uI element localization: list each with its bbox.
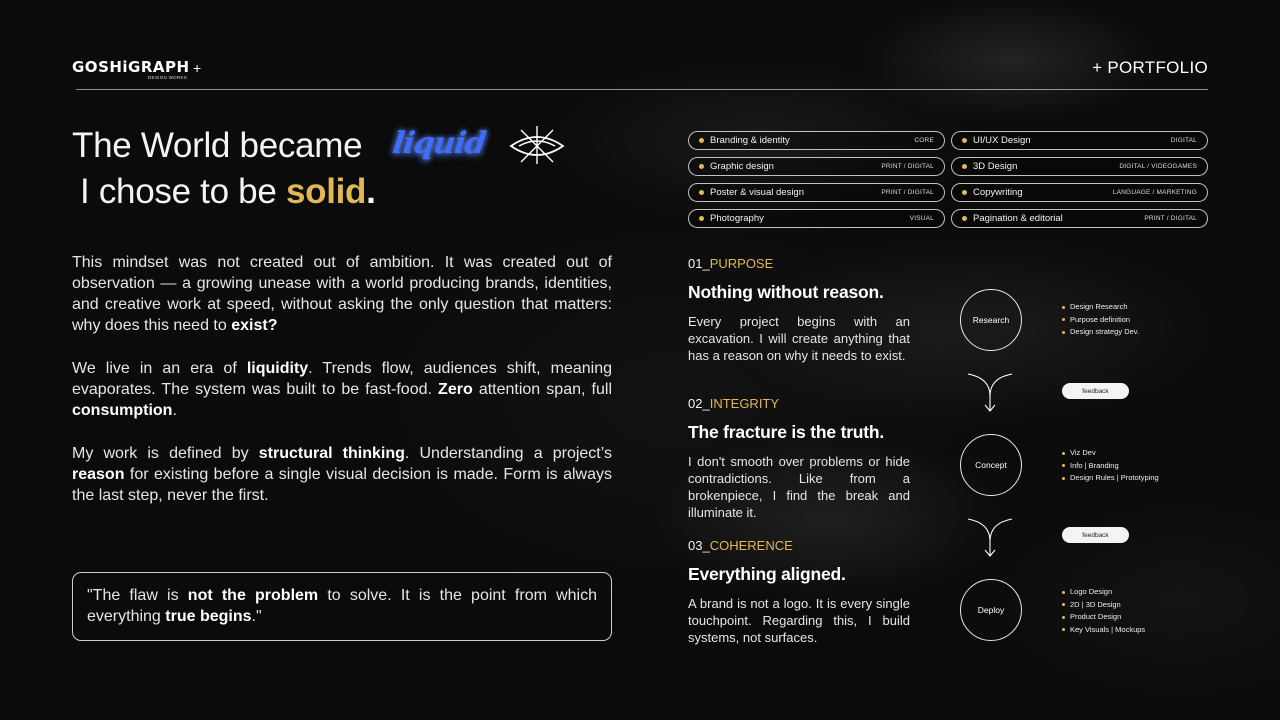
service-name: Branding & identity xyxy=(710,135,790,146)
process-node-concept: Concept xyxy=(960,434,1022,496)
list-item: Design Research xyxy=(1062,301,1139,314)
service-tag-photography[interactable] xyxy=(688,209,945,228)
text: We live in an era of xyxy=(72,360,247,377)
structural-paragraph xyxy=(72,443,612,506)
principle-label: PURPOSE xyxy=(709,256,774,271)
list-item: Design strategy Dev. xyxy=(1062,326,1139,339)
service-category: DIGITAL xyxy=(1170,137,1197,144)
service-tag-graphic[interactable] xyxy=(688,157,945,176)
emphasis: structural thinking xyxy=(258,445,405,462)
bullet-dot xyxy=(699,216,704,221)
text: attention span, full xyxy=(472,381,613,398)
deploy-list xyxy=(1062,586,1145,636)
list-item: Design Rules | Prototyping xyxy=(1062,472,1159,485)
emphasis: reason xyxy=(72,466,125,483)
bullet-dot xyxy=(699,190,704,195)
emphasis: true begins xyxy=(165,608,252,625)
service-category: PRINT / DIGITAL xyxy=(1144,215,1197,222)
service-tag-pagination[interactable] xyxy=(951,209,1208,228)
quote-box xyxy=(72,572,612,641)
text: . xyxy=(172,402,177,419)
service-tag-3d[interactable] xyxy=(951,157,1208,176)
research-list xyxy=(1062,301,1139,339)
concept-list xyxy=(1062,447,1159,485)
list-item: Logo Design xyxy=(1062,586,1145,599)
merge-arrow-icon xyxy=(966,517,1016,559)
bullet-dot xyxy=(962,138,967,143)
principle-number xyxy=(688,396,779,411)
list-item: Key Visuals | Mockups xyxy=(1062,624,1145,637)
service-tag-branding[interactable] xyxy=(688,131,945,150)
service-name: Poster & visual design xyxy=(710,187,804,198)
text: for existing before a single visual decision is made. Form is always the last step, never the first. xyxy=(72,466,612,504)
text: "The flaw is xyxy=(87,587,188,604)
text: My work is defined by xyxy=(72,445,259,462)
emphasis: exist? xyxy=(231,317,278,334)
liquidity-paragraph xyxy=(72,358,612,421)
plus-icon: + xyxy=(193,60,202,76)
list-item: 2D | 3D Design xyxy=(1062,599,1145,612)
service-name: 3D Design xyxy=(973,161,1018,172)
process-node-deploy: Deploy xyxy=(960,579,1022,641)
principle-title: Everything aligned. xyxy=(688,564,846,584)
text: ." xyxy=(251,608,262,625)
logo[interactable]: GOSHiGRAPH xyxy=(72,58,190,76)
text: . Understanding a project’s xyxy=(404,445,613,462)
principle-title: Nothing without reason. xyxy=(688,282,884,302)
service-name: UI/UX Design xyxy=(973,135,1031,146)
service-category: PRINT / DIGITAL xyxy=(881,189,934,196)
service-category: PRINT / DIGITAL xyxy=(881,163,934,170)
principle-label: COHERENCE xyxy=(709,538,793,553)
number: 02_ xyxy=(688,396,710,411)
principle-body: I don't smooth over problems or hide contradictions. Like from a brokenpiece, I find the break and illuminate it. xyxy=(688,454,910,520)
service-name: Copywriting xyxy=(973,187,1023,198)
logo-subtitle: DESIGN WORKS xyxy=(148,75,188,80)
number: 01_ xyxy=(688,256,710,271)
process-node-research: Research xyxy=(960,289,1022,351)
text: This mindset was not created out of ambition. It was created out of observation — a growing unease with a world producing brands, identities, and creative work at speed, without asking the only question that matters: why does this need to xyxy=(72,254,612,334)
feedback-button[interactable]: feedback xyxy=(1062,383,1129,399)
principle-body: Every project begins with an excavation. I will create anything that has a reason on why it needs to exist. xyxy=(688,314,910,363)
portfolio-link[interactable]: + PORTFOLIO xyxy=(1092,58,1208,77)
service-tag-poster[interactable] xyxy=(688,183,945,202)
header-divider xyxy=(76,89,1208,90)
hero-line-2-prefix: I chose to be xyxy=(80,172,277,211)
bullet-dot xyxy=(699,138,704,143)
principle-number xyxy=(688,538,793,553)
number: 03_ xyxy=(688,538,710,553)
service-category: DIGITAL / VIDEOGAMES xyxy=(1119,163,1197,170)
hero-line-1: The World became xyxy=(72,126,363,165)
bullet-dot xyxy=(699,164,704,169)
hero-line-2 xyxy=(80,172,376,212)
mindset-paragraph xyxy=(72,252,612,336)
text: to solve. It is the point from which everything xyxy=(87,587,598,625)
service-tag-copywriting[interactable] xyxy=(951,183,1208,202)
hero-dot: . xyxy=(366,172,376,211)
service-category: VISUAL xyxy=(909,215,934,222)
hero-solid-word: solid xyxy=(285,172,367,211)
bullet-dot xyxy=(962,216,967,221)
emphasis: liquidity xyxy=(246,360,309,377)
emphasis: consumption xyxy=(72,402,173,419)
list-item: Product Design xyxy=(1062,611,1145,624)
principle-number xyxy=(688,256,773,271)
text: . Trends flow, audiences shift, meaning evaporates. The system was built to be fast-food. xyxy=(72,360,612,398)
emphasis: not the problem xyxy=(187,587,319,604)
feedback-button[interactable]: feedback xyxy=(1062,527,1129,543)
list-item: Purpose definition xyxy=(1062,314,1139,327)
service-category: LANGUAGE / MARKETING xyxy=(1112,189,1197,196)
service-name: Pagination & editorial xyxy=(973,213,1063,224)
merge-arrow-icon xyxy=(966,372,1016,414)
service-name: Photography xyxy=(710,213,764,224)
bullet-dot xyxy=(962,190,967,195)
principle-title: The fracture is the truth. xyxy=(688,422,885,442)
service-category: CORE xyxy=(914,137,934,144)
liquid-wordmark: liquid xyxy=(390,126,488,161)
principle-label: INTEGRITY xyxy=(709,396,780,411)
eye-icon xyxy=(507,124,567,168)
list-item: Info | Branding xyxy=(1062,460,1159,473)
principle-body: A brand is not a logo. It is every single touchpoint. Regarding this, I build systems, not surfaces. xyxy=(688,596,910,645)
service-name: Graphic design xyxy=(710,161,774,172)
service-tag-uiux[interactable] xyxy=(951,131,1208,150)
emphasis: Zero xyxy=(438,381,473,398)
bullet-dot xyxy=(962,164,967,169)
list-item: Viz Dev xyxy=(1062,447,1159,460)
